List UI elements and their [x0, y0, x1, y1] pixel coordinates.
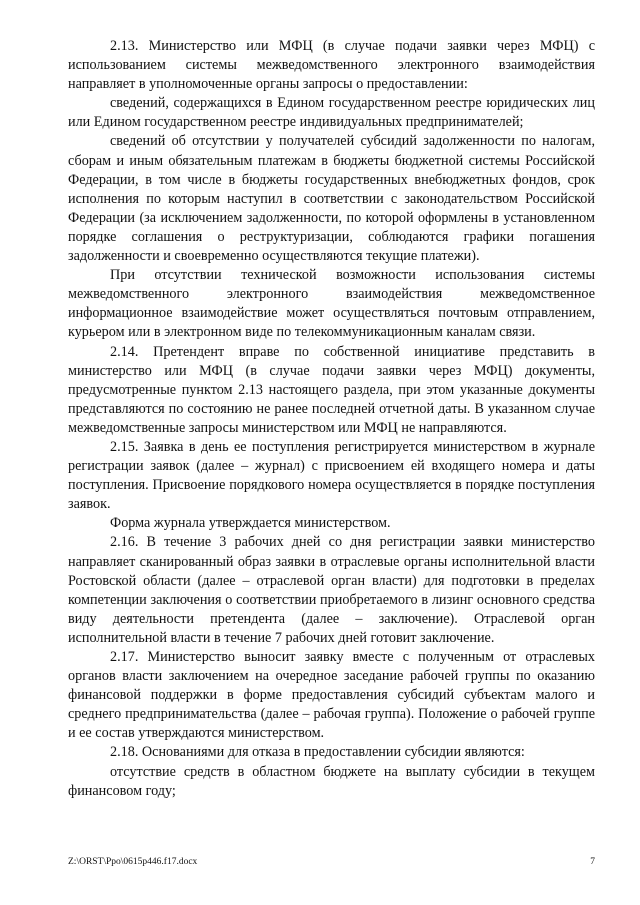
- paragraph-2-15: 2.15. Заявка в день ее поступления регистрируется министерством в журнале регистрации заявок (далее – журнал) с присвоением ей входящего номера и даты поступления. Присвоение порядкового номера осуществляется в порядке поступления заявок.: [68, 438, 595, 513]
- paragraph-no-funds: отсутствие средств в областном бюджете на выплату субсидии в текущем финансовом году;: [68, 763, 595, 799]
- page-number: 7: [590, 857, 595, 867]
- file-path: Z:\ORST\Ppo\0615p446.f17.docx: [68, 857, 198, 867]
- paragraph-2-17: 2.17. Министерство выносит заявку вместе с полученным от отраслевых органов власти заключением на очередное заседание рабочей группы по оказанию финансовой поддержки в форме предоставления субсидий субъектам малого и среднего предпринимательства (далее – рабочая группа). Положение о рабочей группе и ее состав утверждаются министерством.: [68, 649, 595, 742]
- document-body: [68, 37, 595, 801]
- paragraph-2-13: 2.13. Министерство или МФЦ (в случае подачи заявки через МФЦ) с использованием системы межведомственного электронного взаимодействия направляет в уполномоченные органы запросы о предоставлении:: [68, 38, 595, 93]
- paragraph-egrul-info: сведений, содержащихся в Едином государственном реестре юридических лиц или Едином государственном реестре индивидуальных предпринимателей;: [68, 95, 595, 131]
- paragraph-no-debt-info: сведений об отсутствии у получателей субсидий задолженности по налогам, сборам и иным обязательным платежам в бюджеты бюджетной системы Российской Федерации, в том числе в бюджеты государственных внебюджетных фондов, срок исполнения по которым наступил в соответствии с законодательством Российской Федерации (за исключением задолженности, по которой оформлены в установленном порядке соглашения о реструктуризации, соблюдаются графики погашения задолженности и своевременно осуществляются текущие платежи).: [68, 133, 595, 265]
- paragraph-no-technical-possibility: При отсутствии технической возможности использования системы межведомственного электронного взаимодействия межведомственное информационное взаимодействие может осуществляться почтовым отправлением, курьером или в электронном виде по телекоммуникационным каналам связи.: [68, 267, 595, 341]
- paragraph-2-18: 2.18. Основаниями для отказа в предоставлении субсидии являются:: [110, 744, 525, 761]
- paragraph-2-14: 2.14. Претендент вправе по собственной инициативе представить в министерство или МФЦ (в случае подачи заявки через МФЦ) документы, предусмотренные пунктом 2.13 настоящего раздела, при этом указанные документы представляются по состоянию не ранее последней отчетной даты. В указанном случае межведомственные запросы министерством или МФЦ не направляются.: [68, 343, 595, 436]
- paragraph-journal-form: Форма журнала утверждается министерством.: [110, 515, 391, 532]
- page-footer: [68, 857, 595, 867]
- paragraph-2-16: 2.16. В течение 3 рабочих дней со дня регистрации заявки министерство направляет сканированный образ заявки в отраслевые органы исполнительной власти Ростовской области (далее – отраслевой орган власти) для подготовки в пределах компетенции заключения о соответствии приобретаемого в лизинг основного средства виду деятельности претендента (далее – заключение). Отраслевой орган исполнительной власти в течение 7 рабочих дней готовит заключение.: [68, 534, 595, 646]
